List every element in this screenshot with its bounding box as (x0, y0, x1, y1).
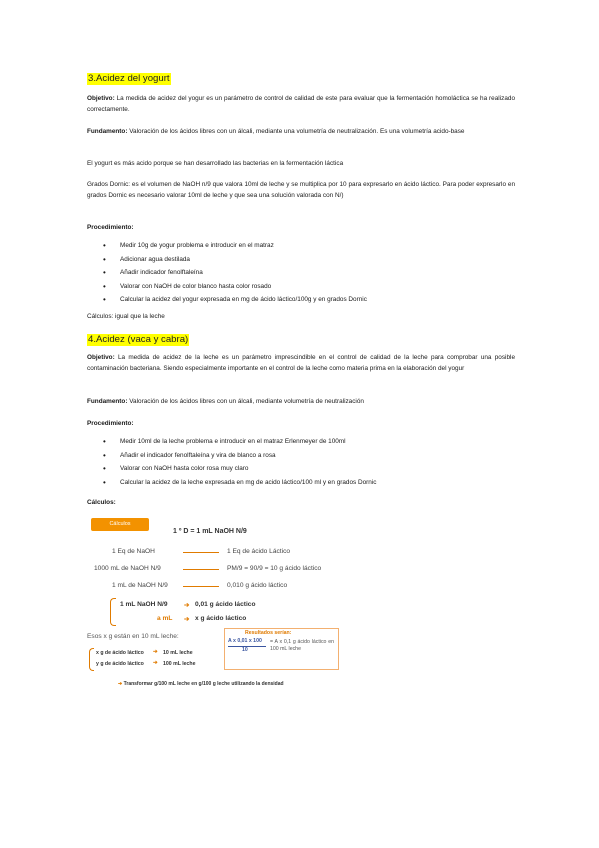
section-3-calculos: Cálculos: igual que la leche (87, 313, 165, 320)
fundamento-label: Fundamento: (87, 128, 128, 135)
section-4-fundamento (87, 396, 515, 407)
arrow-icon: ➔ (118, 681, 123, 687)
row-2-line (183, 569, 219, 570)
section-3-note: El yogurt es más acido porque se han desarrollado las bacterias en la fermentación láctica (87, 160, 344, 167)
section-3-objetivo (87, 93, 515, 115)
section-4-procedimiento-label: Procedimiento: (87, 420, 134, 427)
section-3-procedimiento-label: Procedimiento: (87, 224, 134, 231)
list-item: • Medir 10g de yogur problema e introducir en el matraz (103, 239, 367, 253)
brace-2-a-result: 10 mL leche (163, 650, 193, 656)
objetivo-label: Objetivo: (87, 354, 115, 361)
section-3-fundamento (87, 126, 515, 137)
row-1-right: 1 Eq de ácido Láctico (227, 548, 291, 555)
section-4-heading: 4.Acidez (vaca y cabra) (88, 334, 189, 345)
section-4-calculos-label: Cálculos: (87, 499, 116, 506)
section-3-heading: 3.Acidez del yogurt (88, 73, 170, 84)
fundamento-text: Valoración de los ácidos libres con un álcali, mediante una volumetría de neutralización. Es una volumetría acido-base (129, 128, 465, 135)
section-3-dornic: Grados Dornic: es el volumen de NaOH n/9 que valora 10ml de leche y se multiplica por 10 para expresarlo en ácido láctico. Para poder expresarlo en grados Dornic es necesario valorar 10ml de leche y que sea una solución valorada con N/) (87, 181, 515, 199)
footer-text: Transformar g/100 mL leche en g/100 g leche utilizando la densidad (123, 681, 284, 687)
row-2-left: 1000 mL de NaOH N/9 (94, 565, 161, 572)
objetivo-text: La medida de acidez de la leche es un parámetro imprescindible en el control de calidad de la leche para comprobar una posible contaminación bacteriana. Siendo especialmente importante en el control de la leche como materia prima en la elaboración del yogur (87, 354, 516, 372)
row-1-left: 1 Eq de NaOH (112, 548, 155, 555)
arrow-icon: ➔ (153, 649, 158, 655)
row-3-left: 1 mL de NaOH N/9 (112, 582, 168, 589)
calculations-figure (87, 518, 347, 693)
dornic-equivalence: 1 º D = 1 mL NaOH N/9 (173, 528, 247, 535)
list-item: • Valorar con NaOH hasta color rosa muy claro (103, 462, 376, 476)
row-3-line (183, 586, 219, 587)
brace-2 (89, 648, 94, 671)
list-item: • Adicionar agua destilada (103, 253, 367, 267)
row-2-right: PM/9 = 90/9 = 10 g ácido láctico (227, 565, 322, 572)
row-3-right: 0,010 g ácido láctico (227, 582, 288, 589)
arrow-icon: ➔ (153, 660, 158, 666)
brace-1-a-result: 0,01 g ácido láctico (195, 601, 256, 608)
objetivo-text: La medida de acidez del yogur es un parámetro de control de calidad de este para evaluar que la fermentación homoláctica se ha realizado correctamente. (87, 95, 515, 113)
objetivo-label: Objetivo: (87, 95, 115, 102)
row-1-line (183, 552, 219, 553)
brace-2-a: x g de ácido láctico (96, 650, 144, 656)
results-box (224, 628, 339, 670)
brace-2-b: y g de ácido láctico (96, 661, 144, 667)
list-item: • Calcular la acidez del yogur expresada en mg de ácido láctico/100g y en grados Dornic (103, 293, 367, 307)
esos-text: Esos x g están en 10 mL leche: (87, 633, 179, 640)
results-numerator: A x 0,01 x 100 (228, 638, 262, 644)
fundamento-label: Fundamento: (87, 398, 128, 405)
footer-line (118, 681, 284, 687)
arrow-icon: ➔ (184, 616, 190, 623)
brace-1 (110, 598, 116, 626)
list-item: • Añadir el indicador fenolftaleína y vira de blanco a rosa (103, 449, 376, 463)
arrow-icon: ➔ (184, 602, 190, 609)
brace-1-a: 1 mL NaOH N/9 (120, 601, 168, 608)
results-text: = A x 0,1 g ácido láctico en 100 mL leche (270, 639, 334, 652)
section-3-steps (103, 239, 367, 307)
brace-2-b-result: 100 mL leche (163, 661, 196, 667)
brace-1-b-result: x g ácido láctico (195, 615, 247, 622)
list-item: • Valorar con NaOH de color blanco hasta color rosado (103, 280, 367, 294)
results-denominator: 10 (242, 647, 248, 653)
list-item: • Medir 10ml de la leche problema e introducir en el matraz Erlenmeyer de 100ml (103, 435, 376, 449)
section-4-objetivo (87, 352, 515, 374)
list-item: • Calcular la acidez de la leche expresada en mg de acido láctico/100 ml y en grados Dornic (103, 476, 376, 490)
results-title: Resultados serían: (245, 630, 292, 636)
section-4-steps (103, 435, 376, 489)
list-item: • Añadir indicador fenolftaleína (103, 266, 367, 280)
fundamento-text: Valoración de los ácidos libres con un álcali, mediante volumetría de neutralización (129, 398, 364, 405)
calculos-tag: Cálculos (91, 518, 149, 531)
brace-1-b: a mL (157, 615, 173, 622)
